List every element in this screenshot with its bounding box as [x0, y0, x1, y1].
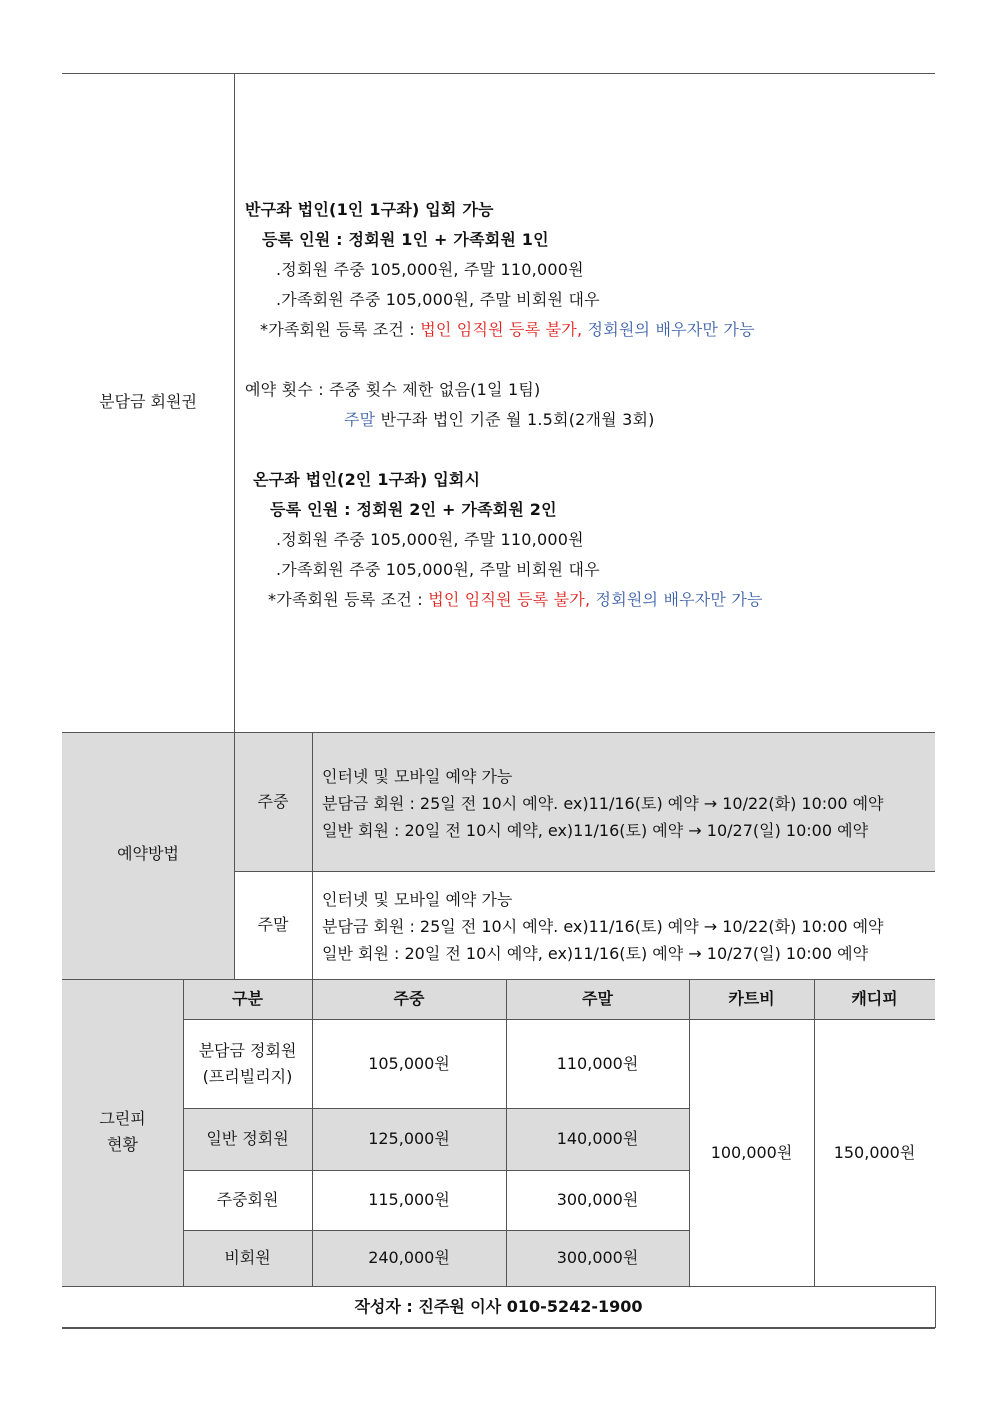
row-shareholder-name-line1: 분담금 정회원 — [198, 1040, 297, 1060]
reservation-weekend-rest: 반구좌 법인 기준 월 1.5회(2개월 3회) — [375, 410, 655, 429]
half-registration: 등록 인원 : 정회원 1인 + 가족회원 1인 — [262, 230, 549, 249]
row-shareholder-weekend: 110,000원 — [556, 1053, 639, 1073]
greenfee-label-line1: 그린피 — [99, 1109, 146, 1129]
booking-weekend-label: 주말 — [257, 915, 289, 935]
full-family-fee: .가족회원 주중 105,000원, 주말 비회원 대우 — [276, 560, 600, 579]
reservation-weekend — [344, 407, 655, 430]
full-condition — [268, 587, 763, 610]
header-caddie: 캐디피 — [851, 989, 898, 1009]
weekday-line-3: 일반 회원 : 20일 전 10시 예약, ex)11/16(토) 예약 → 10/27(일) 10:00 예약 — [322, 821, 869, 840]
row-shareholder-name — [183, 1019, 312, 1108]
bottom-rule — [62, 1327, 935, 1329]
half-condition-prefix: *가족회원 등록 조건 : — [260, 320, 421, 339]
row-shareholder-weekday: 105,000원 — [368, 1053, 450, 1073]
rule-booking-top — [62, 732, 935, 733]
footer-right-rule — [935, 1286, 936, 1328]
full-condition-red: 법인 임직원 등록 불가, — [428, 590, 591, 609]
rule-booking-mid — [234, 871, 935, 872]
full-title: 온구좌 법인(2인 1구좌) 입회시 — [253, 470, 481, 489]
greenfee-label-line2: 현황 — [107, 1135, 138, 1154]
reservation-weekend-label: 주말 — [344, 410, 376, 429]
header-weekday: 주중 — [393, 989, 425, 1009]
row-nonmember-weekday: 240,000원 — [368, 1248, 450, 1268]
weekday-line-2: 분담금 회원 : 25일 전 10시 예약. ex)11/16(토) 예약 → 10/22(화) 10:00 예약 — [322, 794, 884, 813]
header-category: 구분 — [232, 989, 263, 1009]
row-general-name: 일반 정회원 — [206, 1129, 289, 1149]
booking-label: 예약방법 — [117, 844, 179, 864]
weekday-line-1: 인터넷 및 모바일 예약 가능 — [322, 767, 513, 786]
half-condition-blue: 정회원의 배우자만 가능 — [582, 320, 755, 339]
row-nonmember-name: 비회원 — [224, 1248, 271, 1268]
half-condition-red: 법인 임직원 등록 불가, — [420, 320, 583, 339]
full-condition-prefix: *가족회원 등록 조건 : — [268, 590, 429, 609]
row-weekday-member-weekend: 300,000원 — [556, 1190, 639, 1210]
author-line: 작성자 : 진주원 이사 010-5242-1900 — [354, 1296, 643, 1316]
row-weekday-member-weekday: 115,000원 — [368, 1190, 450, 1210]
half-condition — [260, 317, 755, 340]
weekend-line-2: 분담금 회원 : 25일 전 10시 예약. ex)11/16(토) 예약 → 10/22(화) 10:00 예약 — [322, 917, 884, 936]
greenfee-label — [62, 1100, 183, 1164]
row-general-weekend: 140,000원 — [556, 1129, 639, 1149]
weekend-line-3: 일반 회원 : 20일 전 10시 예약, ex)11/16(토) 예약 → 10/27(일) 10:00 예약 — [322, 944, 869, 963]
row-nonmember-weekend: 300,000원 — [556, 1248, 639, 1268]
full-condition-blue: 정회원의 배우자만 가능 — [590, 590, 763, 609]
weekend-line-1: 인터넷 및 모바일 예약 가능 — [322, 890, 513, 909]
half-regular-fee: .정회원 주중 105,000원, 주말 110,000원 — [276, 260, 584, 279]
top-rule — [62, 73, 935, 74]
caddie-fee: 150,000원 — [833, 1142, 916, 1162]
header-cart: 카트비 — [728, 989, 775, 1009]
reservation-count: 예약 횟수 : 주중 횟수 제한 없음(1일 1팀) — [245, 380, 541, 399]
half-family-fee: .가족회원 주중 105,000원, 주말 비회원 대우 — [276, 290, 600, 309]
cart-fee: 100,000원 — [710, 1142, 793, 1162]
full-registration: 등록 인원 : 정회원 2인 + 가족회원 2인 — [270, 500, 557, 519]
row-general-weekday: 125,000원 — [368, 1129, 450, 1149]
half-title: 반구좌 법인(1인 1구좌) 입회 가능 — [245, 200, 494, 219]
membership-label: 분담금 회원권 — [99, 392, 197, 412]
booking-weekday-label: 주중 — [257, 791, 289, 811]
row-shareholder-name-line2: (프리빌리지) — [202, 1066, 293, 1086]
row-weekday-member-name: 주중회원 — [216, 1190, 279, 1210]
full-regular-fee: .정회원 주중 105,000원, 주말 110,000원 — [276, 530, 584, 549]
header-weekend: 주말 — [582, 989, 613, 1009]
